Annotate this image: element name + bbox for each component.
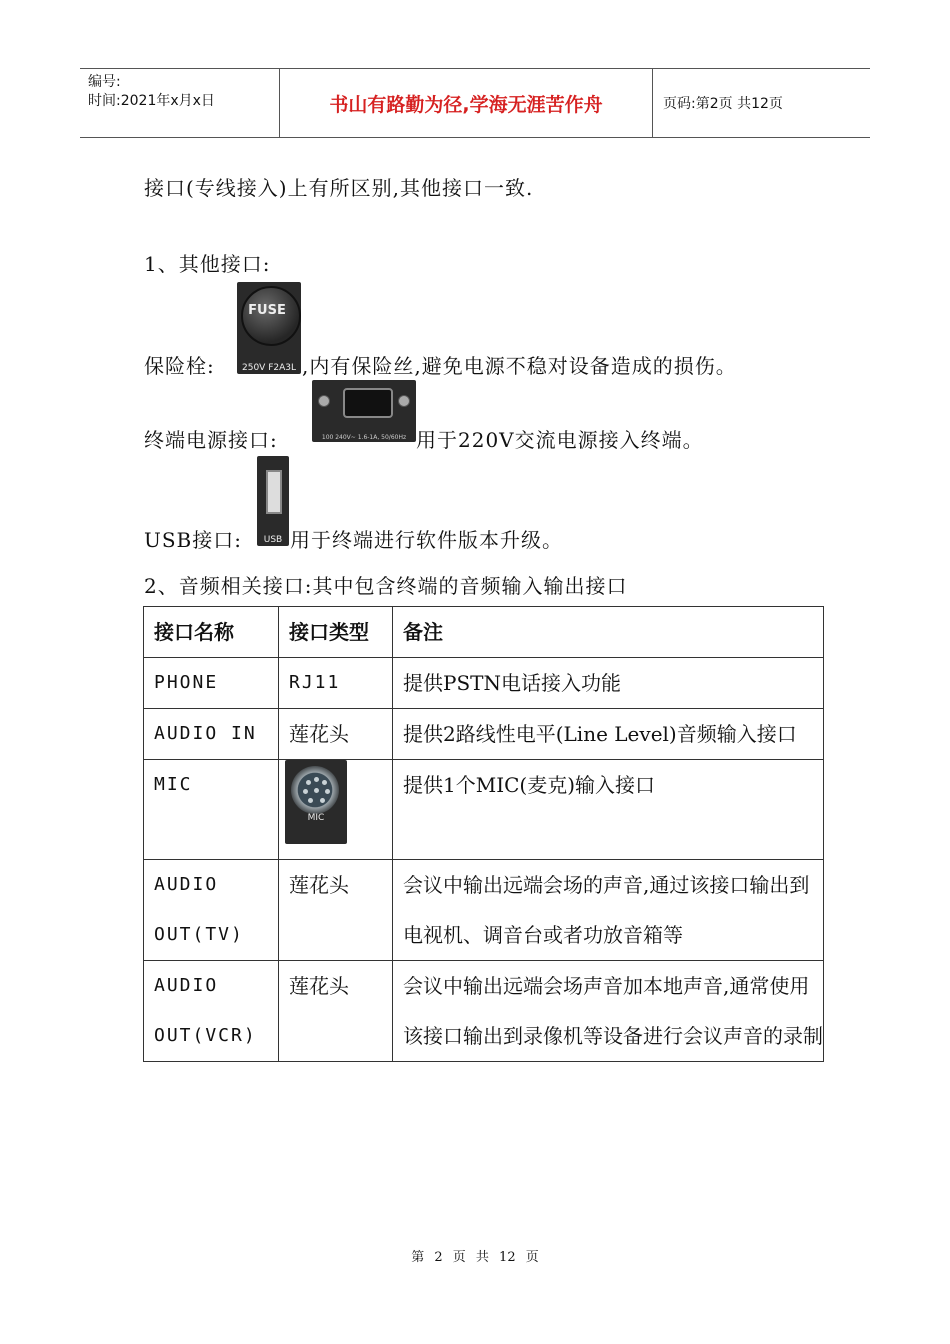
intro-line: 接口(专线接入)上有所区别,其他接口一致. bbox=[144, 176, 534, 200]
fuse-desc: ,内有保险丝,避免电源不稳对设备造成的损伤。 bbox=[302, 354, 737, 378]
interface-name: AUDIO OUT(TV) bbox=[144, 860, 279, 961]
table-row bbox=[144, 658, 824, 709]
interface-name: AUDIO IN bbox=[144, 709, 279, 760]
interface-type: 莲花头 bbox=[279, 961, 393, 1062]
interface-type bbox=[279, 760, 393, 860]
interface-type: 莲花头 bbox=[279, 709, 393, 760]
number-label: 编号: bbox=[88, 74, 121, 90]
power-label: 终端电源接口: bbox=[144, 428, 278, 452]
header-page-info: 页码:第2页 共12页 bbox=[663, 96, 783, 112]
table-row bbox=[144, 961, 824, 1062]
mic-port-image bbox=[285, 760, 347, 844]
interface-type: RJ11 bbox=[279, 658, 393, 709]
header-meta bbox=[80, 69, 280, 137]
interface-note: 会议中输出远端会场的声音,通过该接口输出到电视机、调音台或者功放音箱等 bbox=[393, 860, 824, 961]
power-socket bbox=[343, 388, 393, 418]
mic-image-caption: MIC bbox=[307, 813, 325, 823]
header-cell: 接口类型 bbox=[279, 607, 393, 658]
interface-name: MIC bbox=[144, 760, 279, 860]
page-footer: 第 2 页 共 12 页 bbox=[411, 1250, 539, 1265]
power-desc: 用于220V交流电源接入终端。 bbox=[416, 428, 704, 452]
usb-desc: 用于终端进行软件版本升级。 bbox=[290, 528, 563, 552]
fuse-label: 保险栓: bbox=[144, 354, 215, 378]
interface-name: AUDIO OUT(VCR) bbox=[144, 961, 279, 1062]
header-motto: 书山有路勤为径,学海无涯苦作舟 bbox=[280, 69, 653, 137]
fuse-image bbox=[237, 282, 301, 374]
time-label: 时间:2021年x月x日 bbox=[88, 93, 215, 109]
power-image-caption: 100 240V~ 1.6-1A, 50/60Hz bbox=[321, 434, 407, 441]
fuse-image-caption: 250V F2A3L bbox=[242, 363, 296, 373]
page-header bbox=[80, 68, 870, 138]
power-socket-image bbox=[312, 380, 416, 442]
table-header-row bbox=[144, 607, 824, 658]
table-row bbox=[144, 760, 824, 860]
pin bbox=[306, 780, 311, 785]
usb-slot bbox=[266, 470, 282, 514]
screw-icon bbox=[398, 395, 410, 407]
interface-note: 会议中输出远端会场声音加本地声音,通常使用该接口输出到录像机等设备进行会议声音的录制 bbox=[393, 961, 824, 1062]
pin bbox=[314, 777, 319, 782]
usb-image-caption: USB bbox=[263, 535, 283, 545]
pin bbox=[322, 780, 327, 785]
screw-icon bbox=[318, 395, 330, 407]
section2-title: 2、音频相关接口:其中包含终端的音频输入输出接口 bbox=[144, 574, 628, 598]
interface-note: 提供PSTN电话接入功能 bbox=[393, 658, 824, 709]
interface-note: 提供2路线性电平(Line Level)音频输入接口 bbox=[393, 709, 824, 760]
interface-type: 莲花头 bbox=[279, 860, 393, 961]
table-row bbox=[144, 709, 824, 760]
header-cell: 接口名称 bbox=[144, 607, 279, 658]
interface-note: 提供1个MIC(麦克)输入接口 bbox=[393, 760, 824, 860]
header-cell: 备注 bbox=[393, 607, 824, 658]
audio-interface-table bbox=[143, 606, 824, 1062]
usb-port-image bbox=[257, 456, 289, 546]
table-row bbox=[144, 860, 824, 961]
interface-name: PHONE bbox=[144, 658, 279, 709]
usb-label: USB接口: bbox=[144, 528, 242, 552]
fuse-image-text: FUSE bbox=[248, 303, 286, 318]
section1-title: 1、其他接口: bbox=[144, 252, 271, 276]
